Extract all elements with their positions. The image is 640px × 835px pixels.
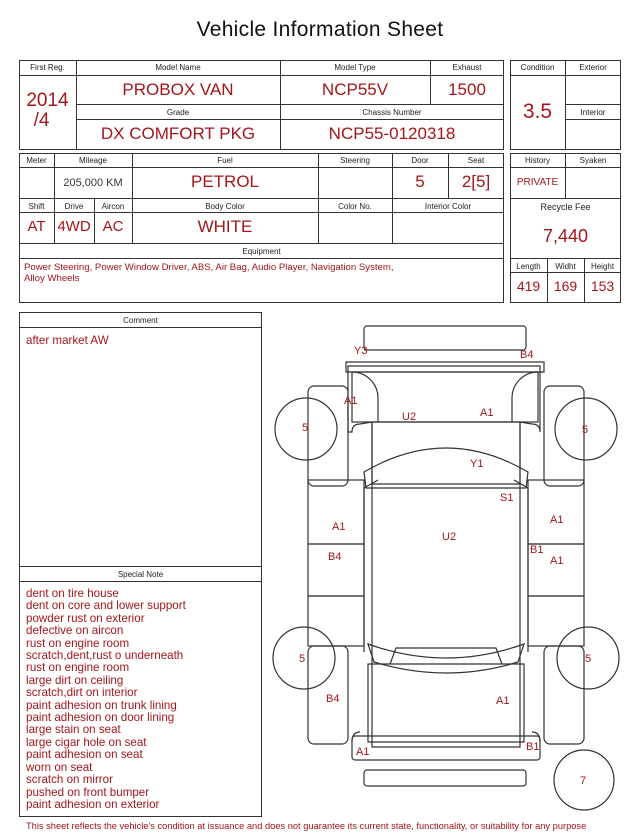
mark-a1-left-door: A1 xyxy=(332,521,346,533)
rear-bumper xyxy=(364,326,526,350)
rear-hatch xyxy=(352,372,538,422)
car-body-outline xyxy=(348,366,540,747)
front-bumper xyxy=(352,736,540,760)
special-note-item: rust on engine room xyxy=(26,661,130,675)
first-reg-year: 2014 xyxy=(26,90,69,111)
special-note-item: paint adhesion on exterior xyxy=(26,797,160,811)
rear-windshield xyxy=(364,448,528,488)
equipment-line-2: Alloy Wheels xyxy=(24,273,80,284)
first-reg-month: /4 xyxy=(33,110,50,131)
syaken-label: Syaken xyxy=(579,156,607,165)
length-value: 419 xyxy=(516,278,541,294)
special-note-item: defective on aircon xyxy=(26,624,124,638)
front-bottom-strip xyxy=(364,770,526,786)
mark-u2-center: U2 xyxy=(442,531,457,543)
shift-label: Shift xyxy=(28,202,45,211)
equipment-label: Equipment xyxy=(242,247,281,256)
aircon-label: Aircon xyxy=(101,202,125,211)
comment-text: after market AW xyxy=(26,334,109,347)
special-note-item: dent on core and lower support xyxy=(26,599,186,613)
grade-value: DX COMFORT PKG xyxy=(100,124,256,143)
special-note-item: scratch,dent,rust o underneath xyxy=(26,649,184,663)
mark-a1-roof-rear: A1 xyxy=(480,407,494,419)
body-color-value: WHITE xyxy=(197,217,253,236)
special-note-item: large cigar hole on seat xyxy=(26,735,147,749)
seat-value: 2[5] xyxy=(461,172,491,191)
special-note-item: paint adhesion on door lining xyxy=(26,711,175,725)
interior-color-label: Interior Color xyxy=(424,202,472,211)
model-name-label: Model Name xyxy=(155,63,201,72)
car-damage-diagram xyxy=(268,312,630,820)
roof-panel xyxy=(372,422,520,484)
special-note-item: scratch,dirt on interior xyxy=(26,686,138,700)
mark-b4-rear: B4 xyxy=(520,349,534,361)
mark-s1: S1 xyxy=(500,492,514,504)
special-note-list xyxy=(26,588,186,811)
mark-b1-right: B1 xyxy=(530,544,544,556)
height-value: 153 xyxy=(590,278,615,294)
fuel-label: Fuel xyxy=(217,156,233,165)
mark-tire-rf: 5 xyxy=(585,653,592,665)
mark-tire-lf: 5 xyxy=(299,653,306,665)
special-note-item: worn on seat xyxy=(26,760,93,774)
width-label: Widht xyxy=(555,262,576,271)
model-type-label: Model Type xyxy=(334,63,376,72)
special-note-item: dent on tire house xyxy=(26,587,119,600)
meter-label: Meter xyxy=(26,156,47,165)
width-value: 169 xyxy=(553,278,578,294)
equipment-line-1: Power Steering, Power Window Driver, ABS, Air Bag, Audio Player, Navigation System, xyxy=(24,262,394,273)
mileage-value: 205,000 KM xyxy=(63,177,123,189)
mark-a1-front-left: A1 xyxy=(356,746,370,758)
steering-label: Steering xyxy=(340,156,370,165)
special-note-item: paint adhesion on trunk lining xyxy=(26,698,177,712)
recycle-fee-value: 7,440 xyxy=(542,226,589,246)
shift-value: AT xyxy=(27,218,46,235)
disclaimer-footer: This sheet reflects the vehicle's condition at issuance and does not guarantee its current state, functionality, or suitability for any purpose xyxy=(26,821,587,831)
mark-spare-7: 7 xyxy=(580,775,587,787)
special-note-item: powder rust on exterior xyxy=(26,611,145,625)
length-label: Length xyxy=(516,262,541,271)
mark-a1-left-rear: A1 xyxy=(344,395,358,407)
exhaust-value: 1500 xyxy=(448,80,486,99)
special-note-item: paint adhesion on seat xyxy=(26,748,143,762)
mark-u2-roof-rear: U2 xyxy=(402,411,417,423)
history-value: PRIVATE xyxy=(516,177,559,188)
door-label: Door xyxy=(411,156,429,165)
special-note-item: large dirt on ceiling xyxy=(26,673,124,687)
comment-label: Comment xyxy=(123,316,158,325)
right-quarter-panel xyxy=(544,386,584,486)
special-note-item: rust on engine room xyxy=(26,636,130,650)
exterior-label: Exterior xyxy=(579,63,607,72)
special-note-item: scratch on mirror xyxy=(26,773,113,787)
aircon-value: AC xyxy=(102,218,124,235)
mark-a1-hood: A1 xyxy=(496,695,510,707)
body-color-label: Body Color xyxy=(205,202,245,211)
model-type-value: NCP55V xyxy=(321,80,389,99)
mark-tire-lr: 5 xyxy=(302,422,309,434)
condition-score: 3.5 xyxy=(522,100,553,123)
door-value: 5 xyxy=(415,172,425,191)
interior-label: Interior xyxy=(580,108,606,117)
first-reg-label: First Reg. xyxy=(30,63,65,72)
special-note-item: large stain on seat xyxy=(26,723,121,737)
chassis-number-label: Chassis Number xyxy=(362,108,422,117)
special-note-label: Special Note xyxy=(117,570,164,579)
special-note-item: pushed on front bumper xyxy=(26,785,150,799)
history-label: History xyxy=(525,156,550,165)
seat-label: Seat xyxy=(467,156,485,165)
drive-label: Drive xyxy=(64,202,84,211)
mark-a1-right-lower: A1 xyxy=(550,555,564,567)
left-quarter-panel xyxy=(308,386,348,486)
mileage-label: Mileage xyxy=(78,156,107,165)
model-name-value: PROBOX VAN xyxy=(122,80,234,99)
condition-label: Condition xyxy=(520,63,555,72)
chassis-number-value: NCP55-0120318 xyxy=(328,124,456,143)
mark-b1-front-right: B1 xyxy=(526,741,540,753)
recycle-fee-label: Recycle Fee xyxy=(540,202,591,212)
mark-tire-rr: 5 xyxy=(582,424,589,436)
fuel-value: PETROL xyxy=(190,172,260,191)
color-no-label: Color No. xyxy=(338,202,372,211)
right-front-fender xyxy=(544,646,584,744)
mark-y1: Y1 xyxy=(470,458,484,470)
height-label: Height xyxy=(590,262,615,271)
sheet-title: Vehicle Information Sheet xyxy=(196,18,444,41)
exhaust-label: Exhaust xyxy=(452,63,482,72)
mark-b4-left-door: B4 xyxy=(328,551,342,563)
grade-label: Grade xyxy=(166,108,190,117)
mark-y3: Y3 xyxy=(354,345,368,357)
mark-b4-left-front: B4 xyxy=(326,693,340,705)
drive-value: 4WD xyxy=(57,218,91,235)
mark-a1-right-door: A1 xyxy=(550,514,564,526)
